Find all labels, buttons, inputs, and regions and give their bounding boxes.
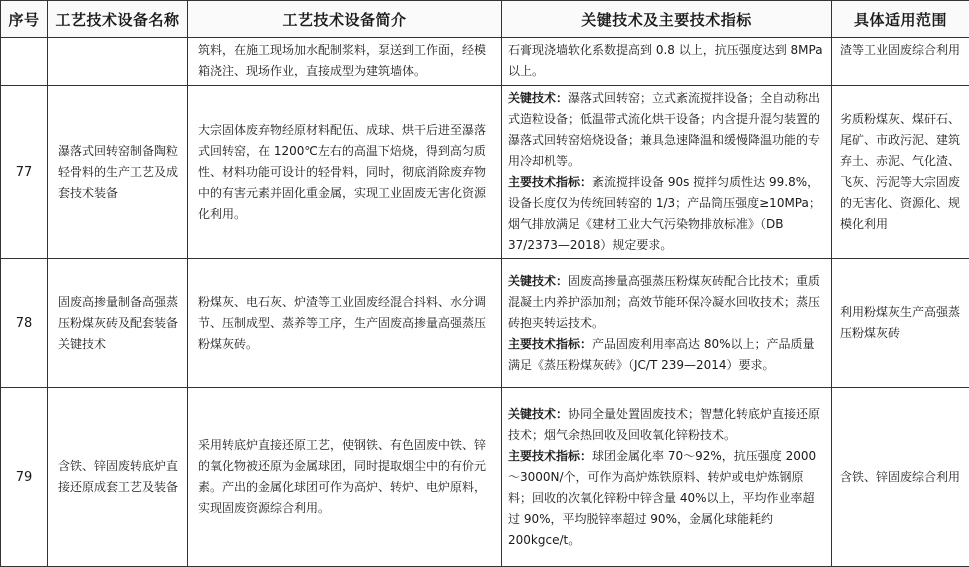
key-tech-label: 关键技术： <box>508 407 568 421</box>
header-intro: 工艺技术设备简介 <box>188 1 502 38</box>
main-indicator-block <box>508 334 825 376</box>
row-name: 固废高掺量制备高强蒸压粉煤灰砖及配套装备关键技术 <box>48 259 188 388</box>
key-tech-text: 协同全量处置固废技术；智慧化转底炉直接还原技术；烟气余热回收及回收氧化锌粉技术。 <box>508 407 820 442</box>
main-indicator-label: 主要技术指标： <box>508 175 592 189</box>
table-header-row <box>1 1 969 38</box>
main-indicator-text: 石膏现浇墙软化系数提高到 0.8 以上，抗压强度达到 8MPa 以上。 <box>508 43 823 78</box>
key-tech-block <box>508 88 825 172</box>
key-tech-text: 固废高掺量高强蒸压粉煤灰砖配合比技术；重质混凝土内养护添加剂；高效节能环保冷凝水回收技术；蒸压砖抱夹转运技术。 <box>508 274 820 330</box>
header-scope: 具体适用范围 <box>832 1 969 38</box>
row-name <box>48 38 188 86</box>
row-tech <box>502 38 832 86</box>
table-row <box>1 388 969 567</box>
table-row <box>1 38 969 86</box>
row-num: 77 <box>1 86 48 259</box>
row-intro: 大宗固体废弃物经原材料配伍、成球、烘干后进至瀑落式回转窑，在 1200℃左右的高温下焙烧，得到高匀质性、材料功能可设计的轻骨料，同时，彻底消除废弃物中的有害元素并固化重金属，实现工业固废无害化资源化利用。 <box>188 86 502 259</box>
row-num <box>1 38 48 86</box>
main-indicator-label: 主要技术指标： <box>508 337 592 351</box>
row-intro: 粉煤灰、电石灰、炉渣等工业固废经混合抖料、水分调节、压制成型、蒸养等工序，生产固废高掺量高强蒸压粉煤灰砖。 <box>188 259 502 388</box>
row-tech <box>502 388 832 567</box>
main-indicator-block <box>508 446 825 551</box>
key-tech-block <box>508 271 825 334</box>
main-indicator-text: 产品固废利用率高达 80%以上；产品质量满足《蒸压粉煤灰砖》（JC/T 239—2014）要求。 <box>508 337 815 372</box>
key-tech-text: 瀑落式回转窑；立式紊流搅拌设备；全自动称出式造粒设备；低温带式流化烘干设备；内含提升混匀装置的瀑落式回转窑焙烧设备；兼具急速降温和缓慢降温功能的专用冷却机等。 <box>508 91 820 168</box>
main-indicator-text: 紊流搅拌设备 90s 搅拌匀质性达 99.8%，设备长度仅为传统回转窑的 1/3；产品筒压强度≥10MPa；烟气排放满足《建材工业大气污染物排放标准》（DB 37/2373—2018）规定要求。 <box>508 175 821 252</box>
main-indicator-label: 主要技术指标： <box>508 449 592 463</box>
header-name: 工艺技术设备名称 <box>48 1 188 38</box>
row-scope: 利用粉煤灰生产高强蒸压粉煤灰砖 <box>832 259 969 388</box>
row-scope: 渣等工业固废综合利用 <box>832 38 969 86</box>
main-indicator-text: 球团金属化率 70～92%，抗压强度 2000～3000N/个，可作为高炉炼铁原料、转炉或电炉炼钢原料；回收的次氧化锌粉中锌含量 40%以上，平均作业率超过 90%，平均脱锌率超过 90%，金属化球能耗约 200kgce/t。 <box>508 449 816 547</box>
row-name: 瀑落式回转窑制备陶粒轻骨料的生产工艺及成套技术装备 <box>48 86 188 259</box>
row-num: 79 <box>1 388 48 567</box>
key-tech-block <box>508 404 825 446</box>
header-tech: 关键技术及主要技术指标 <box>502 1 832 38</box>
row-tech <box>502 86 832 259</box>
row-intro: 采用转底炉直接还原工艺，使钢铁、有色固废中铁、锌的氧化物被还原为金属球团，同时提取烟尘中的有价元素。产出的金属化球团可作为高炉、转炉、电炉原料，实现固废资源综合利用。 <box>188 388 502 567</box>
row-intro: 筑料，在施工现场加水配制浆料，泵送到工作面，经模箱浇注、现场作业，直接成型为建筑墙体。 <box>188 38 502 86</box>
key-tech-label: 关键技术： <box>508 274 568 288</box>
key-tech-label: 关键技术： <box>508 91 568 105</box>
header-num: 序号 <box>1 1 48 38</box>
table-row <box>1 259 969 388</box>
row-num: 78 <box>1 259 48 388</box>
row-name: 含铁、锌固废转底炉直接还原成套工艺及装备 <box>48 388 188 567</box>
row-scope: 含铁、锌固废综合利用 <box>832 388 969 567</box>
table-row <box>1 86 969 259</box>
main-indicator-block <box>508 172 825 256</box>
row-tech <box>502 259 832 388</box>
row-scope: 劣质粉煤灰、煤矸石、尾矿、市政污泥、建筑弃土、赤泥、气化渣、飞灰、污泥等大宗固废的无害化、资源化、规模化利用 <box>832 86 969 259</box>
